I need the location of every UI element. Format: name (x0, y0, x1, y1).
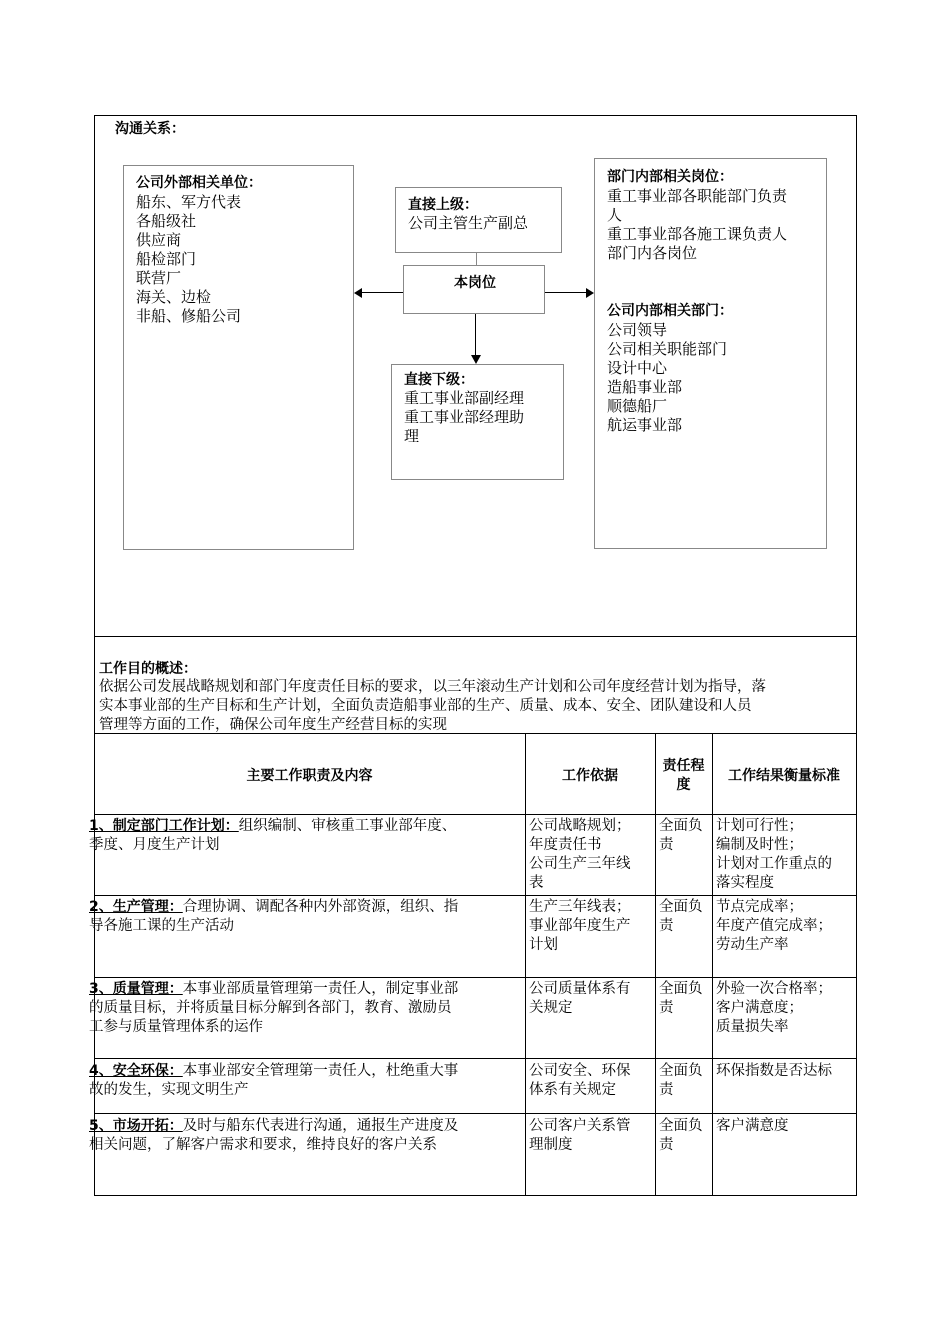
basis-line: 关规定 (529, 1000, 573, 1016)
header-responsibility (655, 757, 712, 795)
duty-title: 4、安全环保： (89, 1063, 183, 1079)
direct-superior-box (395, 187, 562, 253)
column-divider (712, 733, 713, 1196)
list-item: 船检部门 (136, 250, 197, 268)
internal-positions-title: 部门内部相关岗位： (607, 169, 733, 185)
standard-line: 劳动生产率 (716, 937, 789, 953)
duty-text: 导各施工课的生产活动 (89, 918, 234, 934)
header-content: 主要工作职责及内容 (246, 768, 373, 784)
list-item: 航运事业部 (607, 416, 683, 434)
standard-line: 质量损失率 (716, 1019, 789, 1035)
standard-cell (716, 1117, 789, 1136)
list-item: 海关、边检 (136, 288, 212, 306)
column-divider (655, 733, 656, 1196)
table-row (89, 817, 456, 855)
arrow-down-icon (471, 355, 481, 364)
responsibility-line: 责 (659, 1082, 674, 1098)
standard-line: 编制及时性； (716, 837, 803, 853)
standard-cell (716, 817, 832, 893)
responsibility-cell (659, 1117, 703, 1155)
table-row (89, 980, 458, 1037)
table-border-bottom (94, 1195, 857, 1196)
list-item: 公司领导 (607, 321, 668, 339)
basis-line: 公司安全、环保 (529, 1063, 631, 1079)
header-basis: 工作依据 (562, 768, 618, 784)
responsibility-line: 责 (659, 1137, 674, 1153)
standard-cell (716, 1062, 832, 1081)
duty-title: 3、质量管理： (89, 981, 183, 997)
standard-line: 环保指数是否达标 (716, 1063, 832, 1079)
list-item: 人 (607, 206, 623, 224)
responsibility-line: 责 (659, 918, 674, 934)
basis-line: 事业部年度生产 (529, 918, 631, 934)
arrow-down-line (475, 314, 476, 356)
basis-line: 理制度 (529, 1137, 573, 1153)
row-divider (94, 814, 857, 815)
list-item: 船东、军方代表 (136, 193, 242, 211)
basis-line: 公司战略规划； (529, 818, 631, 834)
responsibility-line: 全面负 (659, 981, 703, 997)
duty-title: 2、生产管理： (89, 899, 183, 915)
table-border-top (94, 733, 857, 734)
list-item: 非船、修船公司 (136, 307, 242, 325)
communication-title: 沟通关系： (115, 121, 185, 137)
responsibility-line: 全面负 (659, 818, 703, 834)
list-item: 各船级社 (136, 212, 197, 230)
section-divider (94, 636, 857, 637)
arrow-right-icon (586, 288, 594, 298)
basis-cell (529, 1117, 631, 1155)
arrow-left-icon (354, 288, 362, 298)
basis-line: 公司生产三年线 (529, 856, 631, 872)
frame-top (94, 115, 857, 116)
duty-text: 故的发生，实现文明生产 (89, 1082, 249, 1098)
basis-cell (529, 1062, 631, 1100)
table-row (89, 1062, 458, 1100)
duty-text: 合理协调、调配各种内外部资源，组织、指 (182, 899, 459, 915)
direct-subordinate-title: 直接下级： (404, 372, 474, 388)
duty-text: 本事业部质量管理第一责任人，制定事业部 (182, 981, 459, 997)
header-responsibility-line: 度 (676, 777, 691, 793)
basis-line: 公司质量体系有 (529, 981, 631, 997)
standard-line: 年度产值完成率； (716, 918, 832, 934)
purpose-title: 工作目的概述： (99, 661, 197, 677)
header-responsibility-line: 责任程 (662, 758, 705, 774)
list-item: 部门内各岗位 (607, 244, 698, 262)
responsibility-line: 责 (659, 837, 674, 853)
basis-line: 表 (529, 875, 544, 891)
responsibility-cell (659, 817, 703, 855)
internal-departments-title: 公司内部相关部门： (607, 303, 733, 319)
direct-superior-title: 直接上级： (408, 197, 478, 213)
responsibility-line: 全面负 (659, 1118, 703, 1134)
table-row (89, 898, 458, 936)
list-item: 供应商 (136, 231, 182, 249)
purpose-line: 管理等方面的工作，确保公司年度生产经营目标的实现 (99, 717, 447, 733)
list-item: 理 (404, 427, 420, 445)
list-item: 重工事业部副经理 (404, 389, 525, 407)
direct-superior-value: 公司主管生产副总 (408, 214, 529, 232)
standard-line: 计划对工作重点的 (716, 856, 832, 872)
duty-text: 及时与船东代表进行沟通，通报生产进度及 (182, 1118, 459, 1134)
row-divider (94, 895, 857, 896)
duty-text: 工参与质量管理体系的运作 (89, 1019, 263, 1035)
direct-subordinate-list (404, 389, 524, 446)
list-item: 重工事业部经理助 (404, 408, 525, 426)
standard-line: 计划可行性； (716, 818, 803, 834)
purpose-text (99, 678, 766, 735)
basis-line: 生产三年线表； (529, 899, 631, 915)
list-item: 联营厂 (136, 269, 182, 287)
list-item: 公司相关职能部门 (607, 340, 728, 358)
column-divider (525, 733, 526, 1196)
duty-text: 季度、月度生产计划 (89, 837, 220, 853)
duty-text: 的质量目标，并将质量目标分解到各部门，教育、激励员 (89, 1000, 452, 1016)
basis-line: 公司客户关系管 (529, 1118, 631, 1134)
row-divider (94, 1058, 857, 1059)
standard-line: 客户满意度 (716, 1118, 789, 1134)
this-position-box (403, 265, 545, 314)
list-item: 重工事业部各施工课负责人 (607, 225, 788, 243)
row-divider (94, 1113, 857, 1114)
row-divider (94, 977, 857, 978)
header-standard: 工作结果衡量标准 (728, 768, 840, 784)
responsibility-cell (659, 1062, 703, 1100)
standard-line: 外验一次合格率； (716, 981, 832, 997)
basis-cell (529, 980, 631, 1018)
standard-cell (716, 980, 832, 1037)
list-item: 顺德船厂 (607, 397, 668, 415)
list-item: 设计中心 (607, 359, 668, 377)
basis-cell (529, 898, 631, 955)
responsibility-line: 全面负 (659, 899, 703, 915)
duty-text: 本事业部安全管理第一责任人，杜绝重大事 (182, 1063, 459, 1079)
list-item: 重工事业部各职能部门负责 (607, 187, 788, 205)
connector-line (476, 253, 477, 265)
internal-positions-list (607, 187, 787, 263)
basis-cell (529, 817, 631, 893)
purpose-line: 实本事业部的生产目标和生产计划，全面负责造船事业部的生产、质量、成本、安全、团队建设和人员 (99, 698, 752, 714)
responsibility-cell (659, 980, 703, 1018)
standard-line: 节点完成率； (716, 899, 803, 915)
duty-title: 5、市场开拓： (89, 1118, 183, 1134)
standard-cell (716, 898, 832, 955)
this-position-label: 本岗位 (454, 275, 496, 291)
basis-line: 体系有关规定 (529, 1082, 616, 1098)
internal-relations-box (594, 158, 827, 549)
duty-title: 1、制定部门工作计划： (89, 818, 239, 834)
responsibility-line: 全面负 (659, 1063, 703, 1079)
external-units-list (136, 193, 241, 326)
list-item: 造船事业部 (607, 378, 683, 396)
external-units-title: 公司外部相关单位： (136, 175, 262, 191)
duty-text: 相关问题，了解客户需求和要求，维持良好的客户关系 (89, 1137, 437, 1153)
basis-line: 计划 (529, 937, 558, 953)
external-units-box (123, 165, 354, 550)
responsibility-line: 责 (659, 1000, 674, 1016)
arrow-right-line (545, 292, 587, 293)
duty-text: 组织编制、审核重工事业部年度、 (238, 818, 457, 834)
responsibility-cell (659, 898, 703, 936)
table-row (89, 1117, 458, 1155)
direct-subordinate-box (391, 364, 564, 480)
standard-line: 落实程度 (716, 875, 774, 891)
standard-line: 客户满意度； (716, 1000, 803, 1016)
internal-departments-list (607, 321, 727, 435)
arrow-left-line (360, 292, 403, 293)
frame-right (856, 115, 857, 1196)
basis-line: 年度责任书 (529, 837, 602, 853)
purpose-line: 依据公司发展战略规划和部门年度责任目标的要求，以三年滚动生产计划和公司年度经营计划为指导，落 (99, 679, 766, 695)
